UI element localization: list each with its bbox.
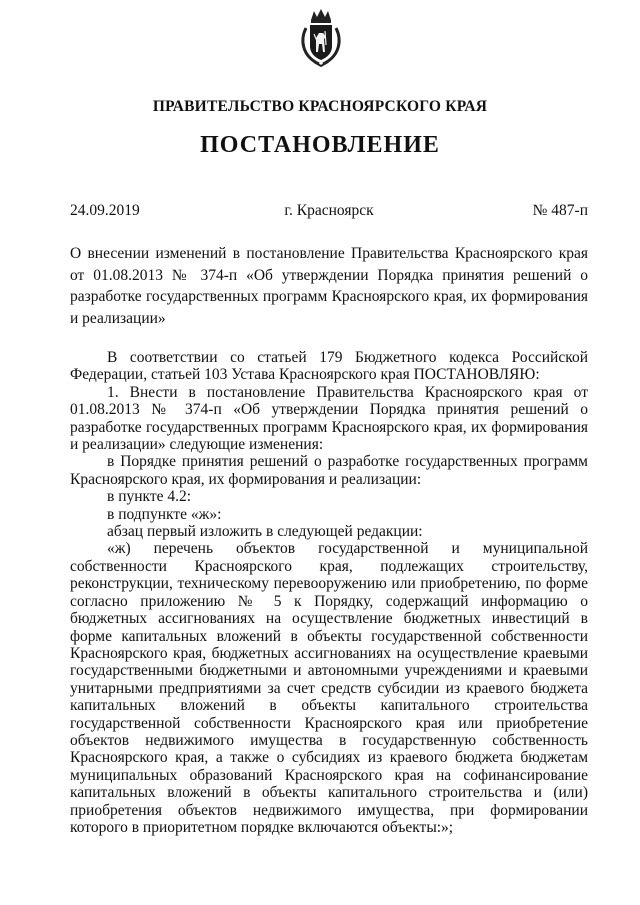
body-paragraph: абзац первый изложить в следующей редакции: — [107, 523, 423, 541]
body-paragraph: В соответствии со статьей 179 Бюджетного кодекса Российской Федерации, статьей 103 Устава Красноярского края ПОСТАНОВЛЯЮ: — [70, 349, 588, 384]
organization-title: ПРАВИТЕЛЬСТВО КРАСНОЯРСКОГО КРАЯ — [152, 98, 488, 115]
body-paragraph: «ж) перечень объектов государственной и муниципальной собственности Красноярского края, подлежащих строительству, реконструкции, техническому перевооружению или приобретению, по форме согласно приложению № 5 к Порядку, содержащий информацию о бюджетных ассигнованиях на осуществление бюджетных инвестиций в форме капитальных вложений в объекты государственной собственности Красноярского края, бюджетных ассигнованиях на осуществление краевыми государственными бюджетными и автономными учреждениями и краевыми унитарными предприятиями за счет средств субсидии из краевого бюджета капитальных вложений в объекты капитального строительства государственной собственности Красноярского края или приобретение объектов недвижимого имущества в государственную собственность Красноярского края, а также о субсидиях из краевого бюджета бюджетам муниципальных образований Красноярского края на софинансирование капитальных вложений в объекты капитального строительства и (или) приобретения объектов недвижимого имущества, при формировании которого в приоритетном порядке включаются объекты:»; — [70, 540, 588, 836]
document-subject: О внесении изменений в постановление Правительства Красноярского края от 01.08.2013 № 374-п «Об утверждении Порядка принятия решений о разработке государственных программ Красноярского края, их формирования и реализации» — [70, 245, 588, 327]
body-paragraph: 1. Внести в постановление Правительства Красноярского края от 01.08.2013 № 374-п «Об утверждении Порядка принятия решений о разработке государственных программ Красноярского края, их формирования и реализации» следующие изменения: — [70, 383, 588, 454]
document-type-title: ПОСТАНОВЛЕНИЕ — [200, 132, 440, 158]
body-paragraph: в подпункте «ж»: — [107, 505, 222, 523]
krasnoyarsk-coat-of-arms-icon — [299, 6, 343, 68]
body-paragraph: в Порядке принятия решений о разработке государственных программ Красноярского края, их формирования и реализации: — [70, 453, 588, 488]
body-paragraph: в пункте 4.2: — [107, 488, 192, 506]
document-number: № 487-п — [532, 202, 588, 219]
document-body — [70, 349, 588, 836]
document-date: 24.09.2019 — [70, 202, 140, 219]
document-meta-row — [70, 202, 588, 222]
document-city: г. Красноярск — [284, 202, 374, 219]
